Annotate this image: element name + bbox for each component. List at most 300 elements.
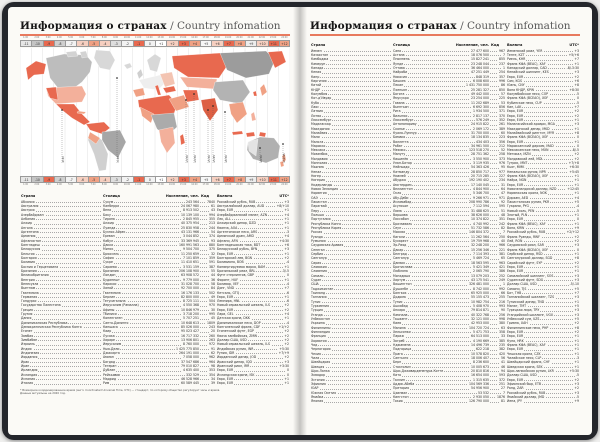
cell-population: 32 121 000 bbox=[471, 316, 489, 321]
cell-currency: Сербский динар, RSD bbox=[507, 252, 543, 257]
cell-capital: Сеул bbox=[393, 226, 401, 231]
cell-code: 995 bbox=[209, 312, 215, 317]
cell-currency: Доллар США, USD bbox=[507, 373, 537, 378]
cell-capital: Додома bbox=[393, 295, 406, 300]
cell-country: Швеция bbox=[311, 364, 325, 369]
cell-population: 16 654 000 bbox=[471, 373, 489, 378]
cell-capital: Сухум bbox=[103, 199, 114, 204]
cell-population: 6 008 600 bbox=[473, 78, 489, 83]
cell-code: 994 bbox=[209, 212, 215, 217]
timezone-time-cell: 6:00 bbox=[79, 183, 85, 187]
cell-code: 58 bbox=[211, 281, 215, 286]
left-page bbox=[8, 7, 300, 435]
cell-currency: Кубинское песо, CUP bbox=[507, 100, 542, 105]
cell-capital: Мехико bbox=[393, 148, 406, 153]
cell-capital: Сингапур bbox=[393, 256, 409, 261]
cell-utc: +8 bbox=[574, 256, 579, 261]
cell-code: 33 bbox=[501, 334, 505, 339]
cell-currency: Малагасийский ариари, MGA bbox=[507, 122, 555, 127]
cell-country: Республика Конго bbox=[311, 221, 342, 226]
cell-population: 576 249 bbox=[476, 117, 489, 122]
cell-utc: -4 bbox=[285, 320, 289, 325]
cell-country: Иран bbox=[21, 364, 30, 369]
cell-capital: Нейпьидо bbox=[393, 165, 410, 170]
cell-code: 356 bbox=[499, 139, 505, 144]
cell-code: 354 bbox=[209, 372, 215, 377]
cell-currency: Иракский динар, IQD bbox=[217, 359, 252, 364]
cell-country: Алжир bbox=[21, 221, 33, 226]
cell-population: 1 315 635 bbox=[473, 377, 489, 382]
cell-population: 13 906 801 bbox=[181, 338, 199, 343]
cell-country: Монголия bbox=[311, 161, 328, 166]
cell-currency: Вона КНДР, KPW bbox=[507, 87, 535, 92]
halfhour-point-marker bbox=[212, 105, 213, 106]
cell-capital: Манила bbox=[393, 325, 406, 330]
cell-currency: Кип, LAK bbox=[507, 104, 522, 109]
timezone-offset-cell: -11 bbox=[20, 40, 31, 47]
cell-population: 31 700 000 bbox=[471, 130, 489, 135]
timezone-offset-cell: -11 bbox=[20, 176, 31, 183]
timezone-time-cell: 7:00 bbox=[90, 183, 96, 187]
cell-population: 2 065 790 bbox=[473, 269, 489, 274]
cell-country: Бразилия bbox=[21, 268, 37, 273]
cell-capital: Цхинвал bbox=[393, 390, 408, 395]
cell-country: Киргизия bbox=[311, 78, 327, 83]
cell-utc: +5 bbox=[574, 286, 579, 291]
cell-country: ОАЭ bbox=[311, 195, 318, 200]
halfhour-zone-label: +4:30 bbox=[194, 155, 198, 164]
cell-population: 264 191 000 bbox=[179, 351, 199, 356]
halfhour-zone-label: +5:45 bbox=[213, 155, 217, 164]
cell-utc: +7 bbox=[284, 286, 289, 291]
cell-capital: Таллин bbox=[393, 377, 405, 382]
cell-capital: Дакка bbox=[103, 242, 114, 247]
cell-capital: Санто-Доминго bbox=[103, 320, 129, 325]
cell-population: 3 119 935 bbox=[473, 161, 489, 166]
cell-currency: Российский рубль, RUB bbox=[507, 230, 546, 235]
timezone-offset-cell: +3 bbox=[178, 40, 189, 47]
cell-currency: Куна, HRK bbox=[507, 338, 524, 343]
cell-population: 5 408 970 bbox=[473, 303, 489, 308]
timezone-time-cell: 4:00 bbox=[56, 183, 62, 187]
cell-currency: Рупия, IDR bbox=[217, 351, 235, 356]
cell-population: 24 915 822 bbox=[471, 122, 489, 127]
cell-country: Латвия bbox=[311, 109, 323, 114]
cell-population: 326 481 000 bbox=[469, 282, 489, 287]
cell-code: 52 bbox=[501, 148, 505, 153]
country-table-right bbox=[310, 49, 580, 404]
cell-code: 93 bbox=[211, 238, 215, 243]
cell-code: 40 bbox=[501, 239, 505, 244]
cell-code: 386 bbox=[499, 269, 505, 274]
cell-currency: Доминиканское песо, DOP bbox=[217, 320, 261, 325]
cell-currency: Российский рубль, RUB bbox=[217, 199, 256, 204]
cell-currency: Евро, EUR bbox=[217, 377, 234, 382]
cell-currency: Лек, ALL bbox=[217, 216, 231, 221]
cell-population: 16 717 332 bbox=[181, 333, 199, 338]
cell-utc: +7/+8 bbox=[568, 161, 579, 166]
halfhour-zone-label: +9:30 bbox=[260, 155, 264, 164]
cell-code: 373 bbox=[499, 156, 505, 161]
cell-country: Мозамбик bbox=[311, 152, 328, 157]
cell-currency: Бангладешская така, BDT bbox=[217, 242, 261, 247]
cell-code: 375 bbox=[209, 247, 215, 252]
cell-utc: +5:30 bbox=[279, 346, 289, 351]
cell-population: 4 190 669 bbox=[473, 338, 489, 343]
cell-utc: +6:30 bbox=[569, 165, 579, 170]
cell-currency: Евро, EUR bbox=[217, 208, 234, 213]
cell-capital: Лусака bbox=[103, 333, 115, 338]
cell-currency: Евро, EUR bbox=[507, 139, 524, 144]
cell-country: Мексика bbox=[311, 148, 326, 153]
cell-utc: +5/+6 bbox=[568, 52, 579, 57]
cell-capital: Амман bbox=[103, 355, 114, 360]
cell-population: 6 692 300 bbox=[473, 104, 489, 109]
cell-population: 15 256 346 bbox=[471, 247, 489, 252]
cell-code: 595 bbox=[499, 204, 505, 209]
cell-currency: Армянский драм, AMD bbox=[217, 234, 254, 239]
timezone-offset-cell: +12 bbox=[279, 176, 290, 183]
halfhour-point-marker bbox=[116, 77, 117, 78]
cell-population: 32 248 200 bbox=[471, 243, 489, 248]
cell-code: 359 bbox=[209, 255, 215, 260]
right-page bbox=[300, 7, 592, 435]
cell-utc: +1 bbox=[574, 126, 579, 131]
cell-currency: Болгарский лев, BGN bbox=[217, 255, 253, 260]
cell-country: Куба bbox=[311, 100, 319, 105]
cell-population: 243 564 bbox=[186, 199, 199, 204]
timezone-offset-cell: +11 bbox=[268, 176, 279, 183]
cell-currency: Новый израильский шекель, ILS bbox=[217, 303, 271, 308]
cell-utc: +3 bbox=[574, 308, 579, 313]
timezone-time-cell: 20:00 bbox=[236, 183, 243, 187]
cell-utc: +1 bbox=[284, 377, 289, 382]
cell-currency: Марокканский дирхам, MAD bbox=[507, 143, 554, 148]
cell-currency: Иена, JPY bbox=[507, 399, 522, 404]
cell-population: 13 079 203 bbox=[471, 273, 489, 278]
cell-country: Мадагаскар bbox=[311, 122, 331, 127]
cell-utc: +7 bbox=[574, 290, 579, 295]
cell-country: Чад bbox=[311, 342, 318, 347]
cell-population: 123 518 270 bbox=[469, 148, 489, 153]
cell-utc: 0 bbox=[287, 368, 289, 373]
cell-utc: 0 bbox=[577, 143, 579, 148]
cell-capital: Исламабад bbox=[393, 200, 412, 205]
halfhour-zone-label: +3:30 bbox=[186, 155, 190, 164]
cell-code: 36 bbox=[211, 277, 215, 282]
timezone-offset-cell: +2 bbox=[166, 40, 177, 47]
planner-cover bbox=[2, 2, 598, 440]
timezone-time-cell: 18:00 bbox=[213, 183, 221, 187]
cell-capital: Ереван bbox=[103, 234, 115, 239]
cell-code: 261 bbox=[499, 122, 505, 127]
cell-capital: Токио bbox=[393, 399, 403, 404]
cell-country: Дания bbox=[21, 316, 32, 321]
cell-utc: +6 bbox=[574, 78, 579, 83]
cell-country: Босния и Герцеговина bbox=[21, 264, 59, 269]
cell-code: 31 bbox=[501, 182, 505, 187]
cell-utc: +5:30 bbox=[569, 368, 579, 373]
timezone-offset-cell: +4 bbox=[189, 40, 200, 47]
cell-capital: Абуджа bbox=[393, 178, 406, 183]
cell-currency: Евро, EUR bbox=[507, 113, 524, 118]
cell-population: 10 139 100 bbox=[181, 212, 199, 217]
cell-currency: Бат, THB bbox=[507, 290, 522, 295]
cell-code: 57 bbox=[501, 91, 505, 96]
cell-code: 385 bbox=[499, 338, 505, 343]
cell-country: Китай bbox=[311, 83, 322, 88]
cell-code: 357 bbox=[499, 74, 505, 79]
cell-code: 7840 bbox=[207, 199, 215, 204]
cell-code: 966 bbox=[499, 243, 505, 248]
cell-capital: Эр-Рияд bbox=[393, 243, 407, 248]
cell-code: 374 bbox=[209, 234, 215, 239]
cell-capital: Загреб bbox=[393, 338, 405, 343]
cell-population: 17 140 045 bbox=[471, 182, 489, 187]
cell-population: 3 531 159 bbox=[183, 264, 199, 269]
cell-currency: Сомони, TJS bbox=[507, 286, 527, 291]
cell-country: Люксембург bbox=[311, 117, 332, 122]
cell-utc: +3 bbox=[574, 273, 579, 278]
cell-country: Индонезия bbox=[21, 351, 40, 356]
cell-code: 66 bbox=[501, 290, 505, 295]
cell-capital: Минск bbox=[103, 247, 114, 252]
table-row bbox=[20, 381, 290, 385]
cell-currency: Филиппинское песо, PHP bbox=[507, 325, 549, 330]
cell-country: Израиль bbox=[21, 342, 35, 347]
cell-currency: Евро, EUR bbox=[507, 182, 524, 187]
cell-capital: Кингстон bbox=[393, 394, 409, 399]
cell-population: 46 528 966 bbox=[181, 377, 199, 382]
cell-capital: Валлетта bbox=[393, 139, 409, 144]
cell-utc: +3 bbox=[284, 199, 289, 204]
cell-country: Австрия bbox=[21, 208, 35, 213]
cell-country: Йемен bbox=[311, 48, 322, 53]
col-header-code: Код bbox=[491, 42, 500, 47]
cell-population: 8 725 111 bbox=[183, 299, 199, 304]
cell-currency: Конголезский франк, CDF bbox=[217, 325, 261, 330]
cell-population: 11 250 659 bbox=[181, 251, 199, 256]
cell-currency: Вона, KRW bbox=[507, 226, 525, 231]
cell-utc: +8 bbox=[574, 325, 579, 330]
cell-utc: +1 bbox=[574, 61, 579, 66]
cell-currency: Метикал, MZN bbox=[507, 152, 531, 157]
cell-population: 5 346 700 bbox=[473, 191, 489, 196]
cell-code: 43 bbox=[211, 208, 215, 213]
cell-utc: +1 bbox=[574, 364, 579, 369]
cell-capital: Канберра bbox=[103, 203, 119, 208]
cell-country: Гондурас bbox=[21, 299, 37, 304]
cell-code: 47 bbox=[501, 191, 505, 196]
cell-country: Индия bbox=[21, 346, 32, 351]
timezone-offset-cell: -4 bbox=[99, 176, 110, 183]
timezone-offset-cell: -6 bbox=[76, 40, 87, 47]
timezone-offset-cell: +9 bbox=[245, 176, 256, 183]
halfhour-point-marker bbox=[193, 93, 194, 94]
cell-population: 104 720 724 bbox=[469, 325, 489, 330]
cell-currency: Евро, EUR bbox=[507, 217, 524, 222]
cell-country: Филиппины bbox=[311, 325, 331, 330]
cell-code: 54 bbox=[211, 229, 215, 234]
cell-country: Таджикистан bbox=[311, 286, 334, 291]
timezone-time-cell: 12:00 bbox=[146, 35, 153, 39]
cell-country: Словакия bbox=[311, 265, 327, 270]
cell-country: Нигерия bbox=[311, 178, 325, 183]
cell-population: 1 934 500 bbox=[473, 109, 489, 114]
cell-population: 54 363 426 bbox=[471, 165, 489, 170]
cell-capital: Аддис-Абеба bbox=[393, 381, 415, 386]
cell-population: 25 281 327 bbox=[471, 87, 489, 92]
cell-utc: +3:30 bbox=[279, 364, 289, 369]
cell-currency: Манат, TMT bbox=[507, 303, 526, 308]
cell-currency: Тунисский динар, TND bbox=[507, 299, 545, 304]
cell-population: 8 236 600 bbox=[473, 360, 489, 365]
cell-country: Новая Зеландия bbox=[311, 187, 338, 192]
cell-currency: Шри-ланкийская рупия, LKR bbox=[507, 368, 554, 373]
cell-population: 622 218 bbox=[476, 347, 489, 352]
timezone-times-bottom bbox=[20, 183, 290, 188]
cell-population: 20 810 816 bbox=[471, 368, 489, 373]
timezone-time-cell: 8:00 bbox=[101, 183, 107, 187]
cell-country: Сирия bbox=[311, 260, 322, 265]
cell-country: Тунис bbox=[311, 299, 321, 304]
cell-utc: +9 bbox=[574, 226, 579, 231]
cell-capital: Дамаск bbox=[393, 260, 406, 265]
timezone-time-cell: 3:00 bbox=[45, 183, 51, 187]
cell-utc: +1 bbox=[574, 338, 579, 343]
cell-capital: Братислава bbox=[393, 265, 413, 270]
page-spread bbox=[8, 7, 592, 435]
cell-currency: Бразильский реал, BRL bbox=[217, 268, 256, 273]
cell-currency: Австралийский доллар, AUD bbox=[217, 203, 265, 208]
cell-capital: Рим bbox=[103, 381, 110, 386]
timezone-offset-cell: +5 bbox=[200, 176, 211, 183]
cell-country: Малайзия bbox=[311, 130, 328, 135]
cell-country: Украина bbox=[311, 321, 325, 326]
cell-population: 9 266 971 bbox=[473, 195, 489, 200]
cell-capital: Варшава bbox=[393, 213, 408, 218]
halfhour-point-marker bbox=[224, 111, 225, 112]
cell-currency: Доллар США, USD bbox=[217, 338, 247, 343]
cell-capital: Могадишо bbox=[393, 273, 411, 278]
cell-population: 4 844 900 bbox=[473, 187, 489, 192]
cell-capital: Скопье bbox=[393, 126, 405, 131]
timezone-offset-cell: +8 bbox=[234, 176, 245, 183]
timezone-time-cell: 2:00 bbox=[34, 183, 40, 187]
timezone-offset-cell: -2 bbox=[121, 40, 132, 47]
cell-population: 4 550 368 bbox=[183, 303, 199, 308]
cell-capital: Куала-Лумпур bbox=[393, 130, 417, 135]
cell-capital: Вашингтон bbox=[393, 282, 412, 287]
timezone-time-cell: 1:00 bbox=[23, 35, 29, 39]
cell-utc: +3 bbox=[574, 70, 579, 75]
cell-currency: Аргентинское песо, ARS bbox=[217, 229, 258, 234]
cell-utc: -5 bbox=[575, 208, 579, 213]
cell-currency: Франк Руанды, RWF bbox=[507, 234, 540, 239]
cell-country: Туркмения bbox=[311, 303, 329, 308]
timezone-time-cell: 21:00 bbox=[247, 35, 254, 39]
cell-population: 104 569 336 bbox=[469, 381, 489, 386]
cell-utc: +1 bbox=[574, 182, 579, 187]
cell-capital: Стокгольм bbox=[393, 364, 411, 369]
cell-utc: +1 bbox=[284, 381, 289, 386]
cell-country: Казахстан bbox=[311, 52, 329, 57]
cell-capital: Кишинёв bbox=[393, 156, 409, 161]
cell-capital: Абу-Даби bbox=[393, 195, 409, 200]
cell-population: 14 496 739 bbox=[471, 342, 489, 347]
cell-capital: Браззавиль bbox=[393, 221, 413, 226]
cell-capital: Катманду bbox=[393, 169, 410, 174]
title-underline-right bbox=[310, 34, 580, 36]
cell-code: 225 bbox=[499, 96, 505, 101]
cell-capital: Анкара bbox=[393, 308, 405, 313]
cell-capital: Тунис bbox=[393, 299, 403, 304]
cell-capital: Бухарест bbox=[393, 239, 409, 244]
cell-capital: Лима bbox=[393, 208, 402, 213]
cell-population: 2 069 172 bbox=[473, 126, 489, 131]
cell-population: 31 028 700 bbox=[181, 281, 199, 286]
timezone-time-cell: 14:00 bbox=[168, 183, 176, 187]
cell-currency: Франк КФА (BCEAO), XOF bbox=[507, 247, 549, 252]
cell-currency: Евро, EUR bbox=[217, 251, 234, 256]
cell-country: Южная Осетия bbox=[311, 390, 336, 395]
cell-currency: Дирхам, AED bbox=[507, 195, 529, 200]
cell-country: Мали bbox=[311, 135, 320, 140]
page-title-right bbox=[310, 20, 580, 32]
cell-currency: Боливар, VEF bbox=[217, 281, 239, 286]
cell-code: 970 bbox=[209, 303, 215, 308]
cell-capital: Афины bbox=[103, 307, 115, 312]
cell-currency: Риель, KHR bbox=[507, 57, 526, 62]
cell-country: Боливия bbox=[21, 260, 35, 265]
cell-population: 27 477 600 bbox=[471, 48, 489, 53]
timezone-offset-cell: -9 bbox=[43, 176, 54, 183]
cell-country: Словения bbox=[311, 269, 327, 274]
cell-population: 11 262 564 bbox=[471, 234, 489, 239]
table-row bbox=[310, 399, 580, 403]
cell-code: 81 bbox=[501, 399, 505, 404]
cell-code: 95 bbox=[501, 165, 505, 170]
cell-currency: Франк КФА (BCEAO), XOF bbox=[507, 135, 549, 140]
timezone-time-cell: 9:00 bbox=[113, 183, 119, 187]
cell-utc: +8 bbox=[574, 83, 579, 88]
cell-utc: +4 bbox=[284, 212, 289, 217]
timezone-offset-cell: +7 bbox=[223, 176, 234, 183]
world-map-svg bbox=[20, 48, 290, 176]
cell-currency: Конвертируемая марка, BAM bbox=[217, 264, 265, 269]
cell-utc: +2 bbox=[574, 152, 579, 157]
cell-country: Нигер bbox=[311, 174, 321, 179]
cell-capital: Каир bbox=[103, 329, 112, 334]
cell-population: 9 779 000 bbox=[183, 277, 199, 282]
timezone-time-cell: 5:00 bbox=[68, 183, 74, 187]
cell-population: 43 175 541 bbox=[471, 278, 489, 282]
cell-capital: Яунде bbox=[393, 61, 404, 66]
cell-capital: Дублин bbox=[103, 368, 116, 373]
cell-capital: Рига bbox=[393, 109, 401, 114]
world-timezone-map bbox=[20, 48, 290, 176]
timezone-time-cell: 15:00 bbox=[179, 35, 187, 39]
cell-capital: Кито bbox=[393, 373, 402, 378]
cell-country: Япония bbox=[311, 399, 324, 404]
cell-capital: Берн bbox=[393, 360, 402, 365]
cell-country: КНДР bbox=[311, 87, 320, 92]
cell-utc: +2 bbox=[284, 333, 289, 338]
cell-currency: Новый израильский шекель, ILS bbox=[217, 342, 271, 347]
cell-population: 192 190 402 bbox=[469, 178, 489, 183]
cell-capital: Хельсинки bbox=[393, 329, 411, 334]
cell-utc: +8:30 bbox=[569, 87, 579, 92]
